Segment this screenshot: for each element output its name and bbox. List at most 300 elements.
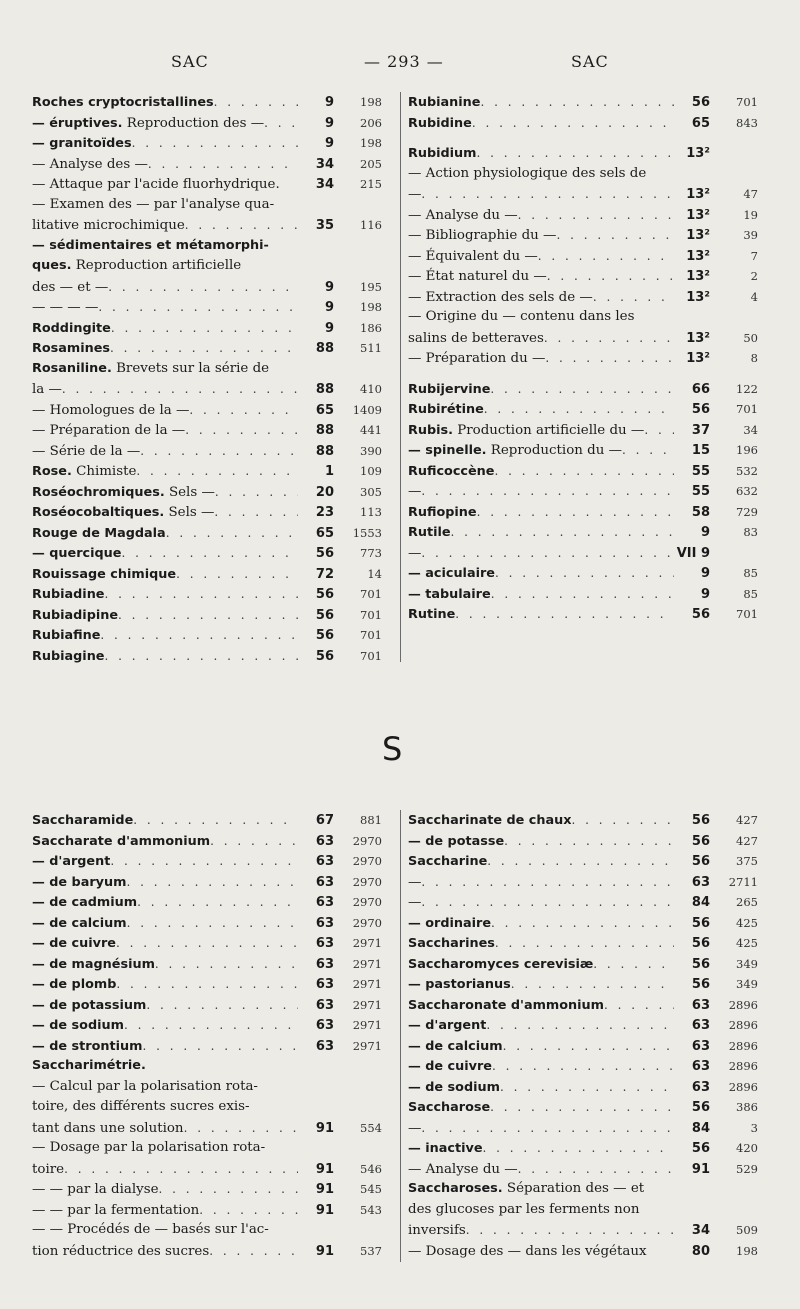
leader-dots <box>127 913 298 934</box>
entry-page: 2971 <box>352 936 382 950</box>
index-entry <box>32 954 382 975</box>
index-entry <box>32 195 382 216</box>
entry-term: — de strontium <box>32 1038 143 1054</box>
entry-page: 2711 <box>728 874 758 889</box>
entry-term: — de magnésium <box>32 956 155 972</box>
index-entry <box>32 995 382 1016</box>
index-entry <box>32 420 382 441</box>
entry-volume: 55 <box>691 463 710 479</box>
entry-term: Rubijervine <box>408 381 491 397</box>
index-entry <box>32 1097 382 1118</box>
entry-page: 410 <box>360 382 382 396</box>
entry-label <box>408 934 495 955</box>
entry-text: — — — — <box>32 300 99 315</box>
leader-dots <box>126 872 298 893</box>
index-entry <box>408 1118 758 1139</box>
leader-dots <box>494 461 674 482</box>
entry-label <box>32 236 269 257</box>
index-entry <box>32 236 382 257</box>
leader-dots <box>511 974 674 995</box>
entry-label <box>408 1078 500 1099</box>
entry-page: 2971 <box>352 956 382 971</box>
entry-volume: 63 <box>315 895 334 910</box>
entry-text: Séparation des — et <box>502 1181 645 1196</box>
leader-dots <box>477 502 674 523</box>
entry-term: Rutile <box>408 525 451 540</box>
entry-label <box>32 544 121 565</box>
index-entry <box>408 246 758 267</box>
entry-text: — <box>408 484 422 499</box>
entry-volume: 34 <box>315 177 334 192</box>
entry-term: Rutine <box>408 607 456 622</box>
leader-dots <box>492 1056 674 1077</box>
index-entry <box>32 215 382 236</box>
leader-dots <box>477 143 674 164</box>
entry-term: — de potassium <box>32 997 147 1013</box>
index-entry <box>32 277 382 298</box>
leader-dots <box>116 974 298 995</box>
entry-term: Rubirétine <box>408 402 484 417</box>
index-entry <box>408 1241 758 1262</box>
entry-label <box>32 278 108 299</box>
index-entry <box>32 1118 382 1139</box>
entry-label <box>32 503 214 524</box>
entry-text: — Préparation du — <box>408 351 546 366</box>
section-letter: S <box>382 730 403 768</box>
leader-dots <box>545 348 674 369</box>
entry-volume: 13² <box>686 330 710 346</box>
entry-label <box>32 1220 269 1241</box>
entry-label <box>32 175 280 196</box>
entry-label <box>32 914 127 935</box>
leader-dots <box>556 225 674 246</box>
leader-dots <box>185 420 298 441</box>
entry-label <box>408 400 484 421</box>
entry-text: — Analyse des — <box>32 156 148 172</box>
entry-term: — sédimentaires et métamorphi- <box>32 237 269 253</box>
entry-text: — Origine du — contenu dans les <box>408 309 635 324</box>
entry-volume: 63 <box>315 874 334 890</box>
entry-volume: 13² <box>686 289 710 305</box>
entry-label <box>408 482 421 503</box>
entry-label <box>408 1221 466 1242</box>
entry-volume: 91 <box>315 1243 334 1259</box>
entry-label <box>408 114 472 135</box>
entry-page: 701 <box>736 95 758 109</box>
leader-dots <box>484 399 674 420</box>
entry-page: 386 <box>736 1100 758 1114</box>
index-entry <box>32 461 382 482</box>
entry-page: 546 <box>360 1161 382 1176</box>
index-entry <box>408 164 758 185</box>
entry-term: — spinelle. <box>408 443 487 458</box>
index-entry <box>32 913 382 934</box>
index-entry <box>408 563 758 584</box>
entry-label <box>408 914 491 935</box>
entry-page: 2896 <box>728 1018 758 1032</box>
leader-dots <box>518 1159 674 1180</box>
entry-volume: 1 <box>324 464 334 479</box>
index-entry <box>32 933 382 954</box>
entry-page: 85 <box>743 586 758 601</box>
index-entry <box>408 522 758 543</box>
entry-term: Rubiafine <box>32 628 101 643</box>
leader-dots <box>495 563 674 584</box>
index-entry <box>32 831 382 852</box>
entry-volume: 13² <box>686 269 710 284</box>
entry-label <box>32 955 155 976</box>
entry-page: 3 <box>750 1120 758 1135</box>
header-right: SAC <box>571 52 609 71</box>
entry-text: litative microchimique <box>32 218 185 233</box>
entry-label <box>32 1242 209 1263</box>
entry-volume: 63 <box>315 1018 334 1033</box>
index-entry <box>408 399 758 420</box>
leader-dots <box>189 400 298 421</box>
entry-term: Roséocobaltiques. <box>32 505 165 520</box>
entry-volume: 13² <box>686 248 710 264</box>
entry-volume: 20 <box>315 484 334 500</box>
entry-label <box>408 955 593 976</box>
entry-page: 843 <box>736 115 758 130</box>
entry-page: 50 <box>743 330 758 345</box>
entry-term: Rubiadine <box>32 587 105 602</box>
entry-term: — quercique <box>32 546 122 561</box>
leader-dots <box>495 933 674 954</box>
entry-label <box>408 1057 492 1078</box>
entry-volume: 72 <box>315 566 334 582</box>
entry-text: — <box>408 895 422 910</box>
index-column-bottom-left <box>32 810 382 1261</box>
entry-volume: 13² <box>686 228 710 243</box>
entry-text: — Homologues de la — <box>32 402 190 418</box>
index-entry <box>408 287 758 308</box>
entry-volume: 56 <box>691 956 710 972</box>
entry-text: — Examen des — par l'analyse qua- <box>32 196 275 212</box>
entry-text: — Équivalent du — <box>408 248 538 264</box>
entry-volume: 56 <box>315 648 334 664</box>
entry-page: 2896 <box>728 997 758 1012</box>
entry-label <box>408 873 421 894</box>
entry-page: 198 <box>360 95 382 109</box>
index-entry <box>408 1097 758 1118</box>
entry-text: — Action physiologique des sels de <box>408 165 647 181</box>
entry-text: toire <box>32 1161 65 1177</box>
entry-label <box>32 1201 199 1222</box>
entry-label <box>408 247 538 268</box>
entry-label <box>32 155 148 176</box>
entry-term: Rouissage chimique <box>32 566 177 582</box>
leader-dots <box>490 379 674 400</box>
entry-page: 425 <box>736 915 758 930</box>
entry-label <box>408 605 455 626</box>
index-entry <box>32 851 382 872</box>
index-column-top-right <box>408 92 758 625</box>
entry-volume: 9 <box>324 115 334 131</box>
entry-volume: 63 <box>315 936 334 951</box>
entry-page: 529 <box>736 1161 758 1176</box>
entry-volume: 56 <box>691 915 710 931</box>
entry-volume: 56 <box>691 1100 710 1115</box>
entry-volume: 65 <box>691 115 710 131</box>
index-entry <box>32 564 382 585</box>
leader-dots <box>472 113 674 134</box>
leader-dots <box>491 584 674 605</box>
index-entry <box>408 225 758 246</box>
entry-text: — Bibliographie du — <box>408 228 557 243</box>
entry-volume: 63 <box>315 956 334 972</box>
entry-label <box>32 893 137 914</box>
index-column-top-left <box>32 92 382 666</box>
index-entry <box>408 92 758 113</box>
entry-text: — Dosage par la polarisation rota- <box>32 1140 266 1155</box>
entry-text: toire, des différents sucres exis- <box>32 1099 250 1114</box>
entry-term: — éruptives. <box>32 115 123 131</box>
entry-label <box>32 462 136 483</box>
entry-volume: 63 <box>315 997 334 1013</box>
leader-dots <box>215 482 298 503</box>
entry-page: 2896 <box>728 1038 758 1053</box>
index-entry <box>408 143 758 164</box>
entry-label <box>408 93 480 114</box>
entry-volume: 35 <box>315 218 334 233</box>
entry-label <box>408 144 477 165</box>
leader-dots <box>644 420 674 441</box>
entry-text: Brevets sur la série de <box>111 360 270 376</box>
index-entry <box>32 872 382 893</box>
entry-label <box>32 606 118 627</box>
entry-label <box>32 934 116 955</box>
leader-dots <box>185 215 298 236</box>
entry-label <box>408 1119 421 1140</box>
entry-label <box>408 288 593 309</box>
entry-term: Ruficoccène <box>408 463 495 479</box>
entry-term: Rose. <box>32 464 72 479</box>
entry-text: Production artificielle du — <box>453 422 645 438</box>
entry-volume: VII 9 <box>676 545 710 561</box>
header-left: SAC <box>171 52 209 71</box>
entry-label <box>408 329 544 350</box>
entry-term: Rouge de Magdala <box>32 525 166 541</box>
entry-volume: 9 <box>324 320 334 336</box>
entry-text: — Extraction des sels de — <box>408 289 593 305</box>
entry-term: Saccharinate de chaux <box>408 813 572 828</box>
entry-page: 427 <box>736 813 758 827</box>
entry-volume: 63 <box>691 1038 710 1054</box>
entry-page: 265 <box>736 895 758 909</box>
leader-dots <box>480 92 674 113</box>
entry-term: Saccharomyces cerevisiæ <box>408 956 594 972</box>
entry-label <box>32 195 274 216</box>
entry-page: 729 <box>736 504 758 519</box>
entry-volume: 63 <box>315 833 334 849</box>
index-entry <box>32 379 382 400</box>
index-entry <box>408 184 758 205</box>
entry-text: — — par la fermentation <box>32 1202 200 1218</box>
entry-text: Chimiste <box>71 464 137 479</box>
index-entry <box>32 1241 382 1262</box>
entry-label <box>32 811 133 832</box>
leader-dots <box>604 995 674 1016</box>
leader-dots <box>133 810 298 831</box>
entry-label <box>32 401 189 422</box>
entry-volume: 56 <box>691 1141 710 1156</box>
entry-text: — Préparation de la — <box>32 423 186 438</box>
entry-volume: 65 <box>315 402 334 418</box>
entry-label <box>32 339 110 360</box>
leader-dots <box>98 297 298 318</box>
entry-label <box>32 359 269 380</box>
entry-volume: 63 <box>691 1018 710 1033</box>
entry-label <box>32 852 110 873</box>
index-entry <box>408 266 758 287</box>
entry-volume: 63 <box>315 915 334 931</box>
entry-term: — de plomb <box>32 977 117 992</box>
entry-page: 532 <box>736 463 758 478</box>
entry-label <box>32 483 215 504</box>
entry-volume: 88 <box>315 382 334 397</box>
index-entry <box>32 502 382 523</box>
entry-text: — Attaque par l'acide fluorhydrique. <box>32 177 280 192</box>
index-entry <box>32 133 382 154</box>
entry-volume: 66 <box>691 381 710 397</box>
entry-volume: 80 <box>691 1243 710 1259</box>
index-entry <box>408 481 758 502</box>
entry-term: Saccharoses. <box>408 1181 503 1196</box>
entry-label <box>408 462 494 483</box>
entry-text: des glucoses par les ferments non <box>408 1201 640 1217</box>
entry-page: 701 <box>360 587 382 601</box>
entry-volume: 56 <box>691 854 710 869</box>
leader-dots <box>116 933 298 954</box>
entry-label <box>32 565 176 586</box>
entry-term: — d'argent <box>32 854 111 869</box>
leader-dots <box>124 1015 298 1036</box>
leader-dots <box>593 954 674 975</box>
leader-dots <box>148 154 298 175</box>
index-entry <box>408 379 758 400</box>
index-entry <box>32 400 382 421</box>
entry-label <box>32 1138 265 1159</box>
index-entry <box>32 523 382 544</box>
entry-term: Saccharose <box>408 1100 491 1115</box>
index-entry <box>408 892 758 913</box>
entry-page: 2970 <box>352 895 382 909</box>
index-entry <box>408 872 758 893</box>
entry-page: 701 <box>360 607 382 622</box>
leader-dots <box>64 1159 298 1180</box>
entry-page: 427 <box>736 833 758 848</box>
entry-volume: 91 <box>315 1182 334 1197</box>
entry-term: Saccharonate d'ammonium <box>408 997 604 1013</box>
entry-page: 375 <box>736 854 758 868</box>
index-entry <box>32 1056 382 1077</box>
leader-dots <box>518 205 674 226</box>
entry-term: — de cadmium <box>32 895 138 910</box>
entry-volume: 63 <box>691 997 710 1013</box>
entry-spacer <box>408 133 758 143</box>
column-divider-top <box>400 92 401 662</box>
entry-term: Rubiagine <box>32 648 105 664</box>
entry-page: 4 <box>750 289 758 304</box>
index-entry <box>408 1138 758 1159</box>
entry-page: 205 <box>360 156 382 171</box>
entry-label <box>32 1077 258 1098</box>
entry-label <box>32 442 140 463</box>
index-entry <box>32 441 382 462</box>
entry-page: 85 <box>743 566 758 580</box>
entry-volume: 9 <box>324 136 334 151</box>
entry-label <box>408 503 477 524</box>
entry-page: 198 <box>736 1243 758 1258</box>
entry-volume: 63 <box>691 1059 710 1074</box>
entry-volume: 91 <box>315 1161 334 1177</box>
entry-page: 554 <box>360 1120 382 1135</box>
leader-dots <box>110 851 298 872</box>
entry-volume: 56 <box>691 977 710 992</box>
leader-dots <box>451 522 674 543</box>
leader-dots <box>199 1200 298 1221</box>
entry-term: — de potasse <box>408 833 505 849</box>
entry-page: 543 <box>360 1202 382 1217</box>
header-page-number: — 293 — <box>364 52 444 71</box>
leader-dots <box>593 287 674 308</box>
leader-dots <box>137 892 298 913</box>
entry-volume: 55 <box>691 484 710 499</box>
entry-term: — de baryum <box>32 874 127 890</box>
entry-label <box>408 1016 486 1037</box>
entry-label <box>32 832 210 853</box>
leader-dots <box>421 184 674 205</box>
entry-term: — d'argent <box>408 1018 487 1033</box>
entry-volume: 63 <box>315 1038 334 1054</box>
entry-page: 8 <box>750 351 758 365</box>
entry-label <box>408 185 421 206</box>
entry-volume: 67 <box>315 813 334 828</box>
index-entry <box>32 584 382 605</box>
entry-label <box>408 380 490 401</box>
entry-volume: 9 <box>700 566 710 581</box>
index-entry <box>408 995 758 1016</box>
entry-label <box>408 441 622 462</box>
index-entry <box>408 328 758 349</box>
entry-volume: 9 <box>324 95 334 110</box>
leader-dots <box>571 810 674 831</box>
entry-label <box>32 1097 250 1118</box>
entry-term: Roches cryptocristallines <box>32 95 214 110</box>
leader-dots <box>62 379 298 400</box>
entry-page: 83 <box>743 525 758 539</box>
entry-text: — État naturel du — <box>408 269 547 284</box>
entry-label <box>32 380 62 401</box>
index-entry <box>32 92 382 113</box>
entry-volume: 56 <box>315 607 334 623</box>
leader-dots <box>421 481 674 502</box>
entry-text: — Série de la — <box>32 443 141 459</box>
index-entry <box>408 1015 758 1036</box>
entry-volume: 56 <box>691 607 710 622</box>
index-entry <box>408 113 758 134</box>
index-entry <box>408 1220 758 1241</box>
entry-label <box>408 1160 518 1181</box>
entry-term: — de calcium <box>408 1038 503 1054</box>
index-entry <box>32 1036 382 1057</box>
entry-page: 186 <box>360 320 382 335</box>
entry-spacer <box>408 369 758 379</box>
index-entry <box>408 954 758 975</box>
index-entry <box>408 913 758 934</box>
entry-page: 2971 <box>352 997 382 1012</box>
